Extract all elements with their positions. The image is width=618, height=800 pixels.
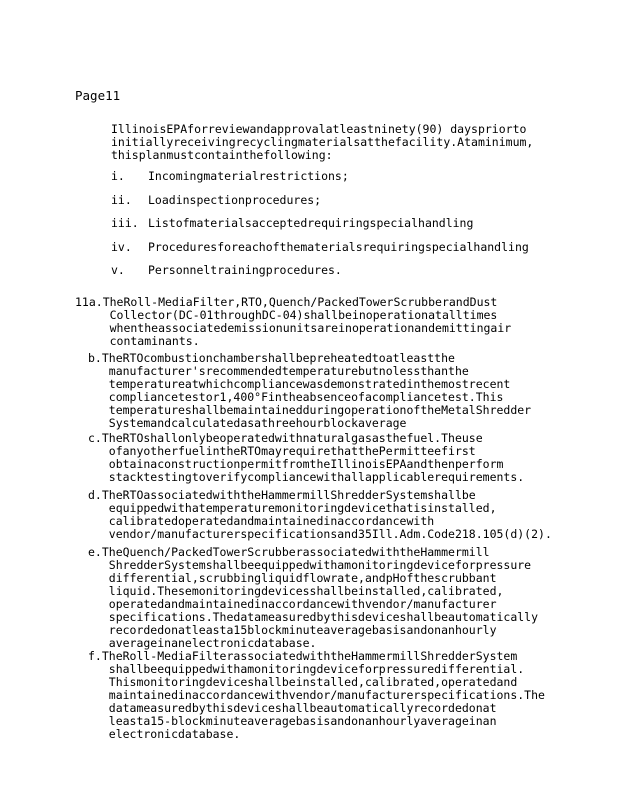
condition-c	[88, 432, 524, 484]
condition-line: Systemandcalculatedasathreehourblockaverage	[88, 416, 407, 430]
condition-line: temperatureshallbemaintainedduringoperationoftheMetalShredder	[88, 403, 532, 417]
condition-line: differential,scrubbingliquidflowrate,andpHofthescrubbant	[88, 571, 497, 585]
list-marker: i.	[111, 169, 125, 183]
condition-line: manufacturer'srecommendedtemperaturebutnolessthanthe	[88, 364, 469, 378]
intro-line: thisplanmustcontainthefollowing:	[111, 148, 333, 162]
condition-line: maintainedinaccordancewithvendor/manufacturerspecifications.The	[88, 688, 545, 702]
condition-f	[88, 650, 545, 741]
condition-line: f.TheRoll-MediaFilterassociatedwiththeHammermillShredderSystem	[88, 649, 518, 663]
list-item	[111, 263, 342, 277]
list-marker: iv.	[111, 240, 132, 254]
condition-b	[88, 352, 531, 430]
condition-line: Collector(DC-01throughDC-04)shallbeinoperationatalltimes	[75, 308, 498, 322]
condition-line: ofanyotherfuelintheRTOmayrequirethatthePermitteefirst	[88, 444, 476, 458]
condition-line: datameasuredbythisdeviceshallbeautomaticallyrecordedonat	[88, 701, 497, 715]
list-item	[111, 240, 529, 254]
condition-line: operatedandmaintainedinaccordancewithvendor/manufacturer	[88, 597, 497, 611]
list-item	[111, 193, 321, 207]
condition-line: shallbeequippedwithamonitoringdeviceforpressuredifferential.	[88, 662, 525, 676]
condition-11a	[75, 296, 511, 348]
condition-line: equippedwithatemperaturemonitoringdevicethatisinstalled,	[88, 501, 497, 515]
condition-line: recordedonatleasta15blockminuteaveragebasisandonanhourly	[88, 623, 497, 637]
list-marker: iii.	[111, 216, 139, 230]
condition-line: electronicdatabase.	[88, 727, 241, 741]
condition-line: leasta15-blockminuteaveragebasisandonanhourlyaverageinan	[88, 714, 497, 728]
list-item	[111, 169, 349, 183]
condition-line: 11a.TheRoll-MediaFilter,RTO,Quench/PackedTowerScrubberandDust	[75, 295, 498, 309]
condition-line: obtainaconstructionpermitfromtheIllinoisEPAandthenperform	[88, 457, 504, 471]
condition-line: whentheassociatedemissionunitsareinoperationandemittingair	[75, 321, 512, 335]
condition-line: ShredderSystemshallbeequippedwithamonitoringdeviceforpressure	[88, 558, 532, 572]
list-item-text: Incomingmaterialrestrictions;	[148, 169, 349, 183]
condition-line: stacktestingtoverifycompliancewithallapplicablerequirements.	[88, 470, 525, 484]
page-number: Page11	[75, 88, 121, 103]
intro-line: initiallyreceivingrecyclingmaterialsatthefacility.Ataminimum,	[111, 135, 534, 149]
list-item-text: Listofmaterialsacceptedrequiringspecialhandling	[148, 216, 474, 230]
list-item-text: Proceduresforeachofthematerialsrequiringspecialhandling	[148, 240, 529, 254]
condition-line: contaminants.	[75, 334, 200, 348]
condition-line: e.TheQuench/PackedTowerScrubberassociatedwiththeHammermill	[88, 545, 490, 559]
condition-line: vendor/manufacturerspecificationsand35Ill.Adm.Code218.105(d)(2).	[88, 527, 552, 541]
intro-paragraph	[111, 123, 581, 162]
list-item	[111, 216, 473, 230]
condition-line: temperatureatwhichcompliancewasdemonstratedinthemostrecent	[88, 377, 511, 391]
condition-line: compliancetestor1,400°Fintheabsenceofacompliancetest.This	[88, 390, 504, 404]
list-marker: ii.	[111, 193, 132, 207]
condition-line: averageinanelectronicdatabase.	[88, 636, 317, 650]
condition-line: b.TheRTOcombustionchambershallbepreheatedtoatleastthe	[88, 351, 455, 365]
condition-line: c.TheRTOshallonlybeoperatedwithnaturalgasasthefuel.Theuse	[88, 431, 483, 445]
condition-line: liquid.Thesemonitoringdevicesshallbeinstalled,calibrated,	[88, 584, 504, 598]
list-marker: v.	[111, 263, 125, 277]
condition-d	[88, 489, 552, 541]
condition-line: calibratedoperatedandmaintainedinaccordancewith	[88, 514, 435, 528]
list-item-text: Loadinspectionprocedures;	[148, 193, 322, 207]
intro-line: IllinoisEPAforreviewandapprovalatleastninety(90) dayspriorto	[111, 122, 527, 136]
condition-line: specifications.Thedatameasuredbythisdeviceshallbeautomatically	[88, 610, 539, 624]
condition-e	[88, 546, 538, 650]
condition-line: d.TheRTOassociatedwiththeHammermillShredderSystemshallbe	[88, 488, 476, 502]
list-item-text: Personneltrainingprocedures.	[148, 263, 342, 277]
condition-line: Thismonitoringdeviceshallbeinstalled,calibrated,operatedand	[88, 675, 518, 689]
